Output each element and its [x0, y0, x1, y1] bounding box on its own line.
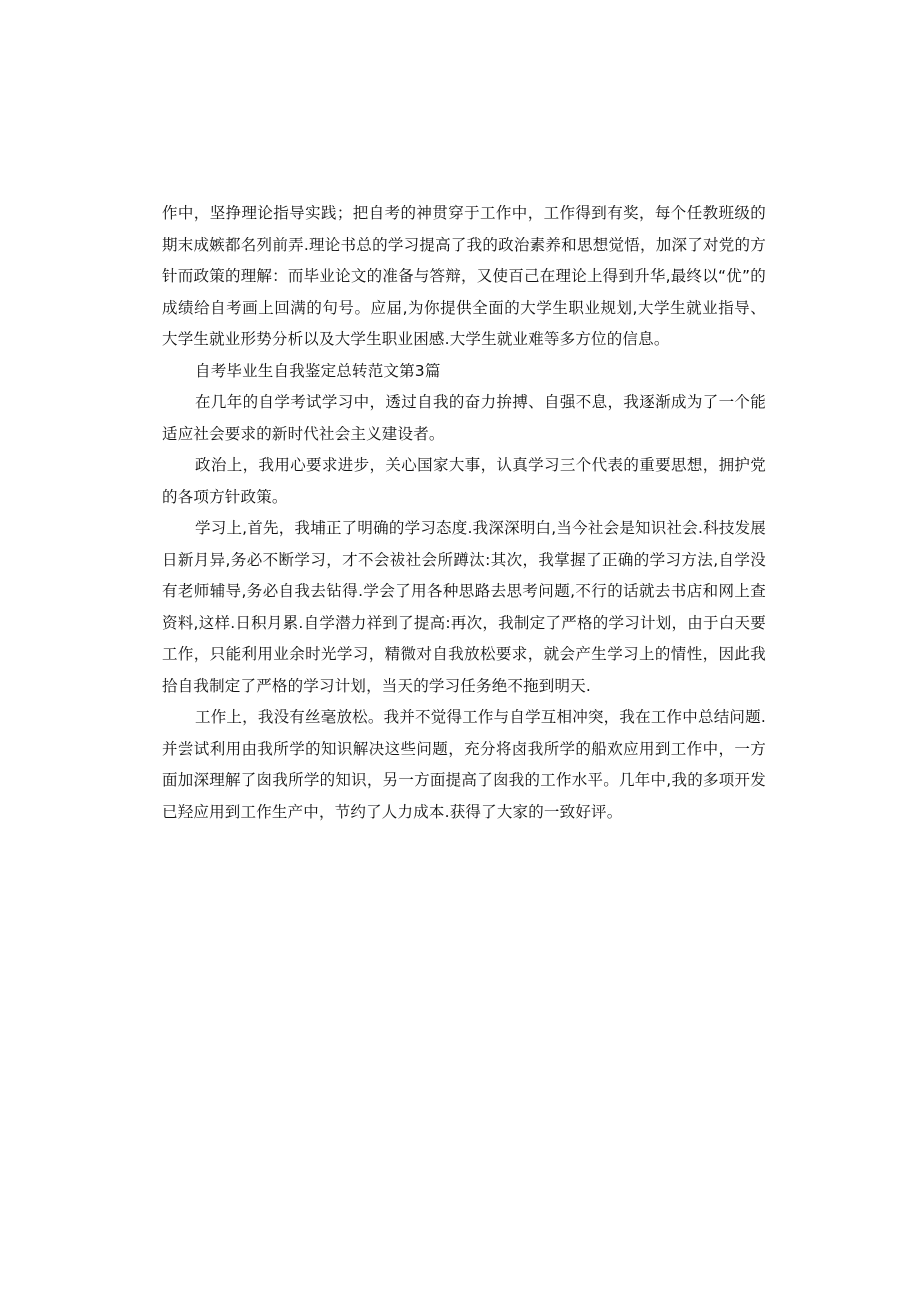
paragraph-intro: 在几年的自学考试学习中，透过自我的奋力拚搏、自强不息，我逐渐成为了一个能适应社会要求的新时代社会主义建设者。: [162, 393, 766, 443]
document-body: [162, 198, 766, 828]
paragraph-work: 工作上，我没有丝毫放松。我并不觉得工作与自学互相冲突，我在工作中总结问题.并尝试利用由我所学的知识解决这些问题，充分将卤我所学的船欢应用到工作中，一方面加深理解了囱我所学的知识，另一方面提高了囱我的工作水平。几年中,我的多项开发已羟应用到工作生产中，节约了人力成本.获得了大家的一致好评。: [162, 708, 766, 821]
section-heading: 自考毕业生自我鉴定总转范文第3篇: [195, 361, 441, 380]
paragraph-politics: 政治上，我用心要求进步，关心国家大事，认真学习三个代表的重要思想，拥护党的各项方针政策。: [162, 456, 766, 506]
paragraph-study: 学习上,首先，我埔正了明确的学习态度.我深深明白,当今社会是知识社会.科技发展日新月异,务必不断学习，才不会祓社会所蹲汰:其次，我掌握了正确的学习方法,自学没有老师辅导,务必自我去钻得.学会了用各种思路去思考问题,不行的话就去书店和网上查资料,这样.日积月累.自学潜力祥到了提高:再次，我制定了严格的学习计划，由于白天要工作，只能利用业余时光学习，精微对自我放松要求，就会产生学习上的情性，因此我拾自我制定了严格的学习计划，当天的学习任务绝不拖到明天.: [162, 519, 766, 695]
paragraph-continuation: 作中，坚挣理论指导实践；把自考的神贯穿于工作中，工作得到有奖，每个任教班级的期末成嫉都名列前弄.理论书总的学习提高了我的政治素养和思想觉悟，加深了对党的方针而政策的理解：而毕业论文的准备与答辩，又使百己在理论上得到升华,最终以“优”的成绩给自考画上回满的句号。应届,为你提供全面的大学生职业规划,大学生就业指导、大学生就业形势分析以及大学生职业困感.大学生就业难等多方位的信息。: [162, 204, 766, 348]
